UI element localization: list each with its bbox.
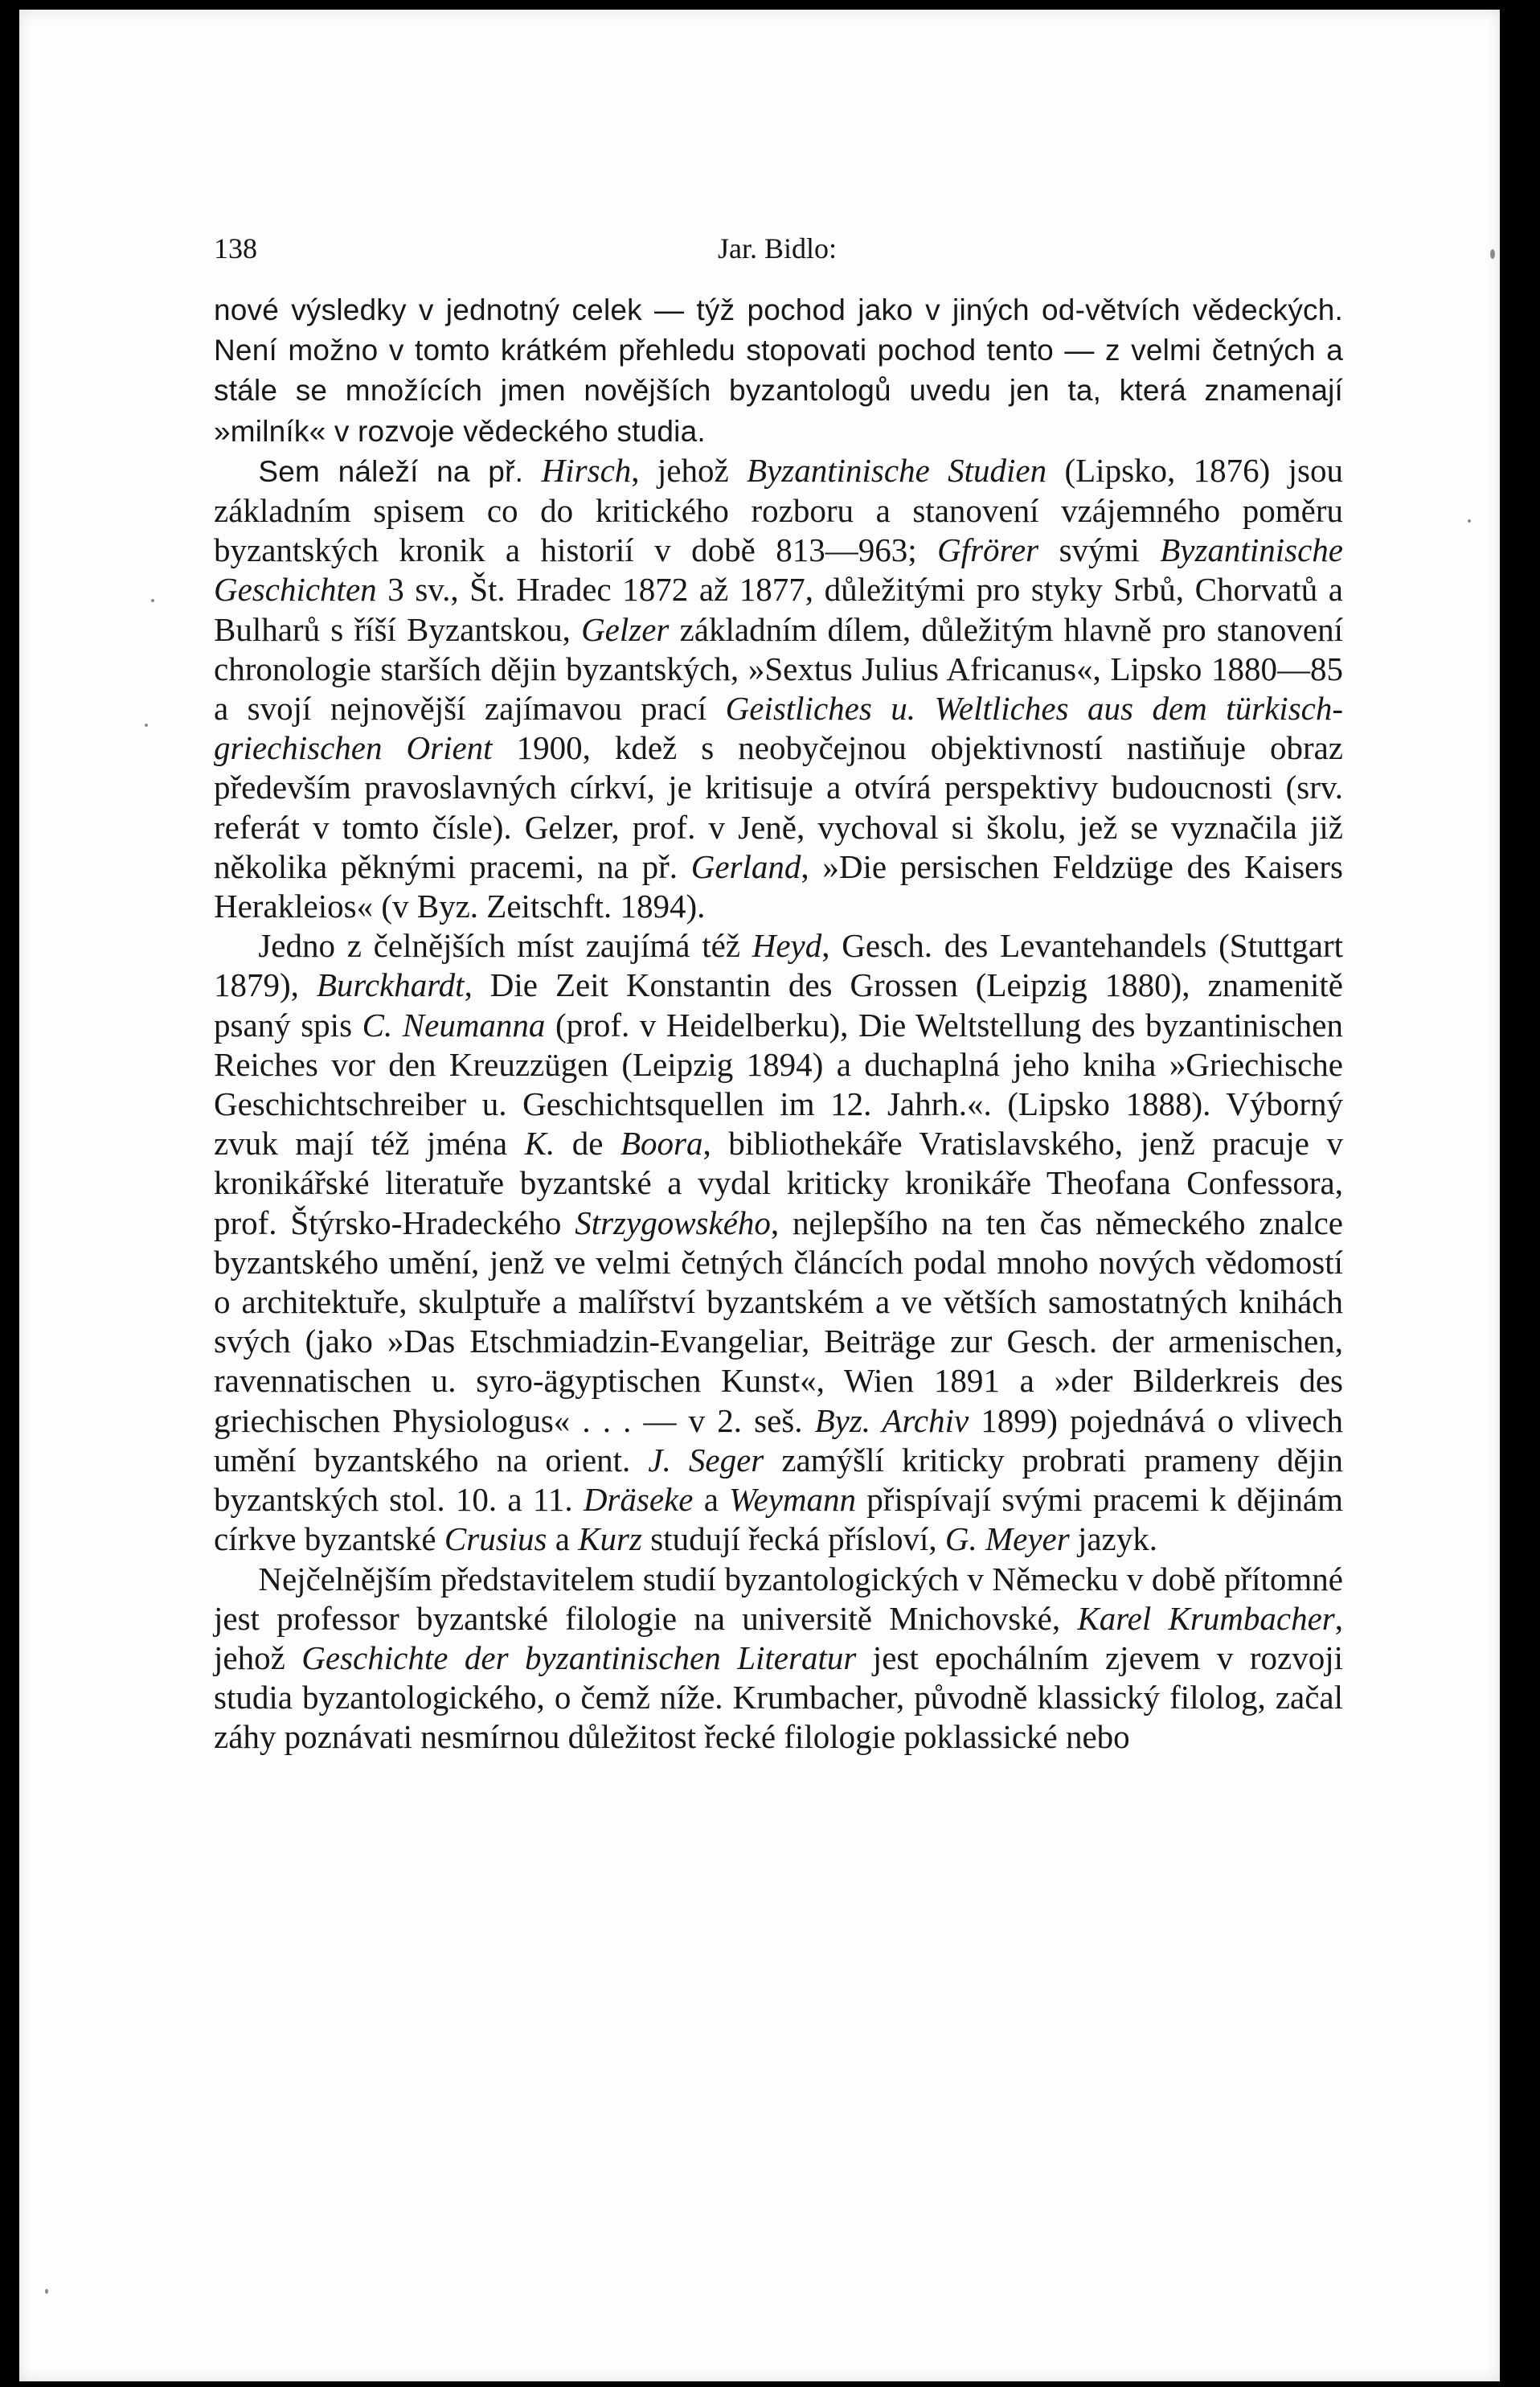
italic-reference: Geistliches u. Weltliches aus dem türkisch-griechischen Orient <box>214 690 1344 767</box>
document-page <box>19 10 1500 2381</box>
italic-reference: Gfrörer <box>937 531 1039 569</box>
text-run: de <box>555 1125 621 1163</box>
text-run: , jehož <box>631 451 747 489</box>
page-header <box>201 227 1354 275</box>
text-run: svými <box>1038 531 1161 569</box>
italic-reference: J. Seger <box>648 1441 764 1479</box>
page-number: 138 <box>214 232 257 265</box>
text-run: zamýšlí kriticky probrati prameny dějin byzantských stol. 10. a 11. <box>214 1441 1343 1519</box>
text-run: a <box>547 1520 579 1558</box>
text-run: , »Die persischen Feldzüge des Kaisers Herakleios« (v Byz. Zeitschft. 1894). <box>214 847 1343 925</box>
italic-reference: Strzygowského <box>575 1204 771 1241</box>
paragraph <box>214 289 1343 451</box>
scan-speck <box>1490 249 1495 259</box>
italic-reference: Karel Krumbacher <box>1077 1599 1335 1637</box>
text-run: nové výsledky v jednotný celek — týž pochod jako v jiných od-větvích vědeckých. Není možno v tomto krátkém přehledu stopovati pochod tento — z velmi četných a stále se množících jmen novějších byzantologů uvedu jen ta, která znamenají »milník« v rozvoje vědeckého studia. <box>214 293 1343 448</box>
italic-reference: G. Meyer <box>944 1520 1070 1558</box>
italic-reference: Byzantinische Studien <box>747 451 1047 489</box>
italic-reference: C. Neumanna <box>362 1006 546 1044</box>
italic-reference: Geschichte der byzantinischen Literatur <box>301 1638 857 1676</box>
italic-reference: K. <box>524 1125 555 1163</box>
paragraph <box>214 1560 1343 1757</box>
italic-reference: Boora <box>620 1125 703 1163</box>
text-run: Jedno z čelnějších míst zaujímá též <box>258 927 752 965</box>
italic-reference: Gerland <box>690 847 801 885</box>
italic-reference: Byzantinische Geschichten <box>214 531 1343 609</box>
italic-reference: Byz. Archiv <box>814 1401 969 1439</box>
paragraph <box>214 926 1343 1559</box>
italic-reference: Kurz <box>578 1520 642 1558</box>
text-run: jazyk. <box>1069 1520 1157 1558</box>
text-run: (Lipsko, 1876) jsou základním spisem co do kritického rozboru a stanovení vzájemného poměru byzantských kronik a historií v době 813—963; <box>214 451 1344 569</box>
text-run: (prof. v Heidelberku), Die Weltstellung des byzantinischen Reiches vor den Kreuzzügen (Leipzig 1894) a duchaplná jeho kniha »Griechische Geschichtschreiber u. Geschichtsquellen im 12. Jahrh.«. (Lipsko 1888). Výborný zvuk mají též jména <box>214 1006 1343 1163</box>
text-run: 1900, kdež s neobyčejnou objektivností nastiňuje obraz především pravoslavných církví, je kritisuje a otvírá perspektivy budoucnosti (srv. referát v tomto čísle). Gelzer, prof. v Jeně, vychoval si školu, jež se vyznačila již několika pěknými pracemi, na př. <box>214 729 1343 885</box>
text-run: základním dílem, důležitým hlavně pro stanovení chronologie starších dějin byzantských, »Sextus Julius Africanus«, Lipsko 1880—85 a svojí nejnovější zajímavou prací <box>214 610 1344 728</box>
text-run: , Gesch. des Levantehandels (Stuttgart 1879), <box>214 927 1343 1004</box>
text-run: , nejlepšího na ten čas německého znalce byzantského umění, jenž ve velmi četných článcích podal mnoho nových vědomostí o architektuře, skulptuře a malířství byzantském a ve větších samostatných knihách svých (jako »Das Etschmiadzin-Evangeliar, Beiträge zur Gesch. der armenischen, ravennatischen u. syro-ägyptischen Kunst«, Wien 1891 a »der Bilderkreis des griechischen Physiologus« . . . — v 2. seš. <box>214 1204 1343 1439</box>
text-run: jest epochálním zjevem v rozvoji studia byzantologického, o čemž níže. Krumbacher, původně klassický filolog, začal záhy poznávati nesmírnou důležitost řecké filologie poklassické nebo <box>214 1638 1343 1756</box>
scan-speck <box>151 599 154 602</box>
italic-reference: Dräseke <box>583 1481 694 1519</box>
text-run: studují řecká přísloví, <box>641 1520 945 1558</box>
text-run: , jehož <box>214 1599 1343 1676</box>
italic-reference: Heyd <box>752 927 822 965</box>
text-run: 1899) pojednává o vlivech umění byzantského na orient. <box>214 1401 1343 1479</box>
scan-speck <box>45 2289 48 2294</box>
text-run: a <box>693 1481 730 1519</box>
text-run: přispívají svými pracemi k dějinám církve byzantské <box>214 1481 1343 1558</box>
text-run: Sem náleží na př. <box>258 454 542 488</box>
scan-speck <box>145 724 148 727</box>
italic-reference: Weymann <box>729 1481 857 1519</box>
italic-reference: Crusius <box>444 1520 547 1558</box>
text-run: 3 sv., Št. Hradec 1872 až 1877, důležitými pro styky Srbů, Chorvatů a Bulharů s říší Byzantskou, <box>214 571 1343 648</box>
paragraph <box>214 451 1343 926</box>
body-text <box>214 289 1343 1757</box>
italic-reference: Burckhardt <box>316 966 465 1004</box>
text-run: , Die Zeit Konstantin des Grossen (Leipzig 1880), znamenitě psaný spis <box>214 966 1343 1044</box>
text-run: Nejčelnějším představitelem studií byzantologických v Německu v době přítomné jest professor byzantské filologie na universitě Mnichovské, <box>214 1560 1343 1637</box>
text-run: , bibliothekáře Vratislavského, jenž pracuje v kronikářské literatuře byzantské a vydal kriticky kronikáře Theofana Confessora, prof. Štýrsko-Hradeckého <box>214 1125 1343 1241</box>
italic-reference: Gelzer <box>581 610 670 648</box>
running-head: Jar. Bidlo: <box>717 232 837 265</box>
italic-reference: Hirsch <box>541 451 632 489</box>
scan-speck <box>1468 519 1471 523</box>
